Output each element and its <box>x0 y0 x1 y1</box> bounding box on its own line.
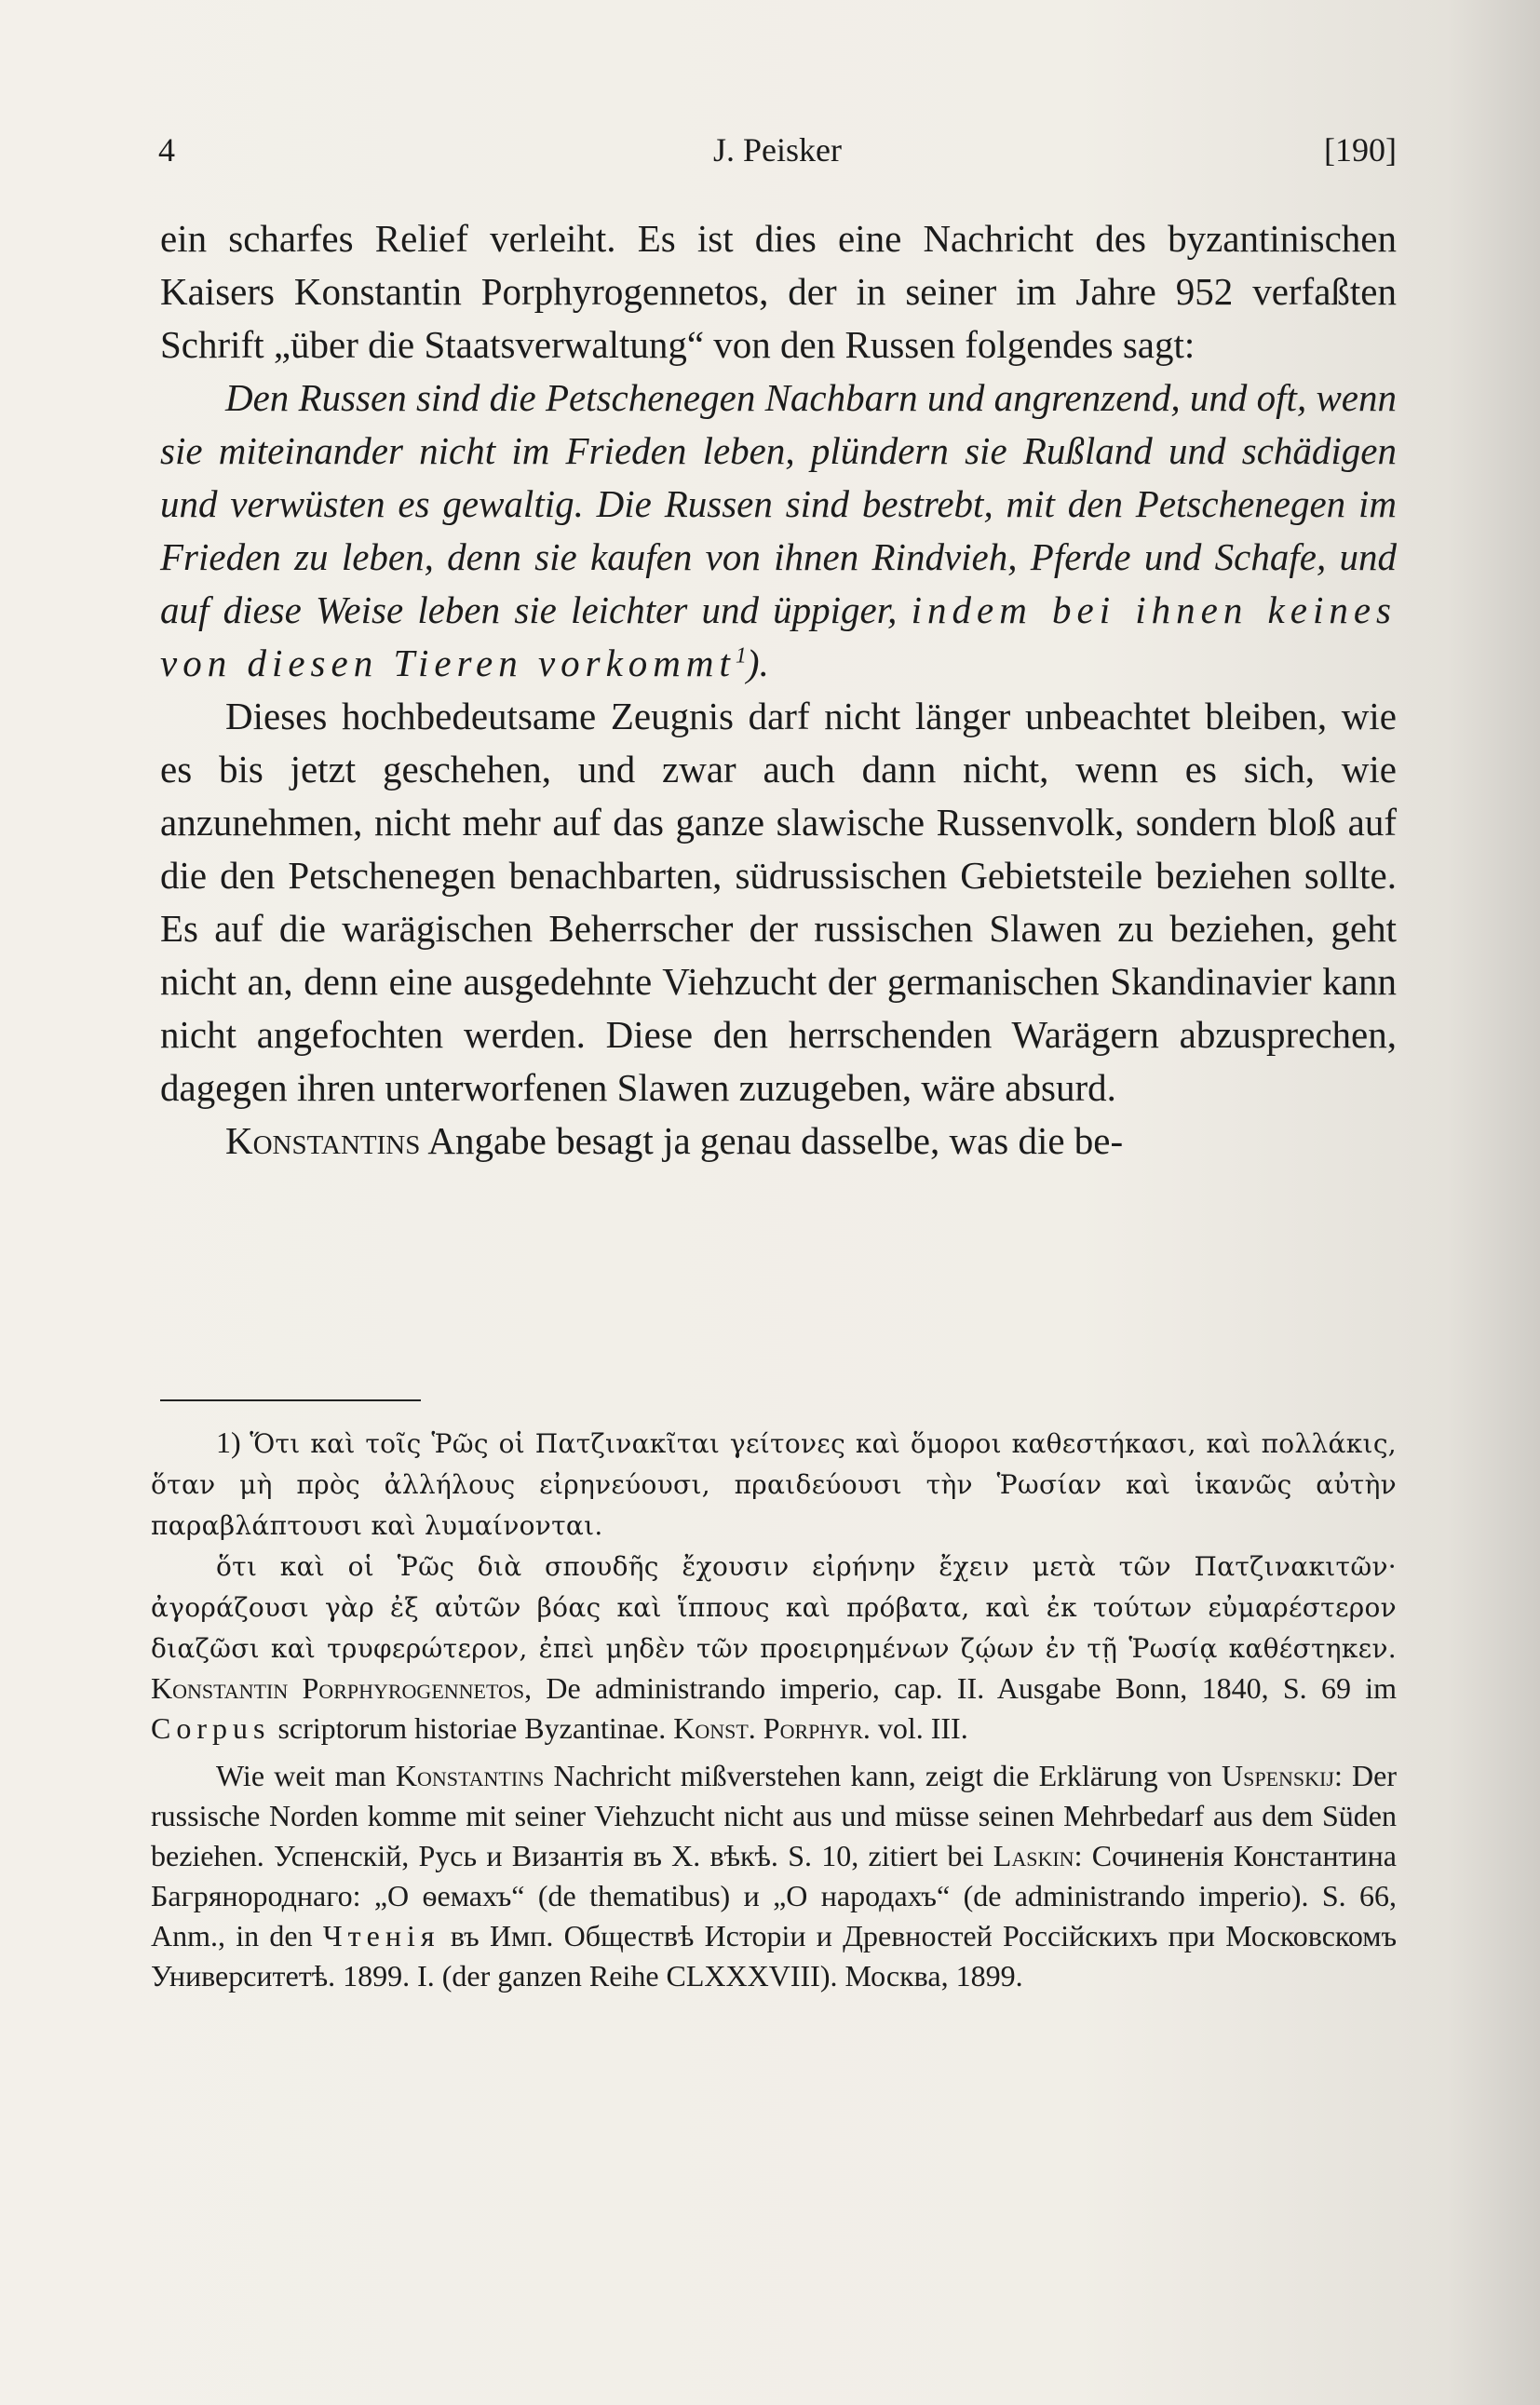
note2-author-b: Uspenskij <box>1222 1759 1334 1792</box>
greek-quote-b: ὅτι καὶ οἱ Ῥῶς διὰ σπουδῆς ἔχουσιν εἰρήνην ἔχειν μετὰ τῶν Πατζινακιτῶν· ἀγοράζουσι γὰρ ἐξ αὐτῶν βόας καὶ ἵππους καὶ πρόβατα, καὶ ἐκ τούτων εὐμαρέστερον διαζῶσι καὶ τρυφερώτερον, ἐπεὶ μηδὲν τῶν προειρημένων ζῴων ἐν τῇ Ῥωσίᾳ καθέστηκεν. <box>151 1551 1397 1664</box>
page-number: 4 <box>158 131 175 169</box>
paragraph-testimony: Dieses hochbedeutsame Zeugnis darf nicht länger unbeachtet bleiben, wie es bis jetzt geschehen, und zwar auch dann nicht, wenn es sich, wie anzunehmen, nicht mehr auf das ganze slawische Russenvolk, sondern bloß auf die den Petschenegen benachbarten, südrussischen Gebietsteile beziehen sollte. Es auf die warägischen Beherrscher der russischen Slawen zu beziehen, geht nicht an, denn eine ausgedehnte Viehzucht der germanischen Skandinavier kann nicht angefochten werden. Diese den herrschenden Warägern abzusprechen, dagegen ihren unterworfenen Slawen zuzugeben, wäre absurd. <box>160 695 1397 1109</box>
note2-text-d: : Сочиненія Константина Багрянороднаго: „О ѳемахъ“ (de thematibus) и „О народахъ“ (de administrando imperio). S. 66, Anm., in den <box>151 1839 1398 1952</box>
running-header <box>158 130 1397 177</box>
original-page-number: [190] <box>1324 131 1397 169</box>
footnote-2 <box>151 1756 1397 1996</box>
footnote-rule <box>160 1399 421 1401</box>
note2-text-c: : Der russische Norden komme mit seiner Viehzucht nicht aus und müsse seinen Mehrbedarf aus dem Süden beziehen. Успенскій, Русь и Византія въ X. вѣкѣ. S. 10, zitiert bei <box>151 1759 1398 1872</box>
quote-end: ). <box>746 642 769 684</box>
quote-text: Den Russen sind die Petschenegen Nachbarn und angrenzend, und oft, wenn sie miteinander nicht im Frieden leben, plündern sie Rußland und schädigen und verwüsten es gewaltig. Die Russen sind bestrebt, mit den Petschenegen im Frieden zu leben, denn sie kaufen von ihnen Rindvieh, Pferde und Schafe, und auf diese Weise leben sie leichter und üppiger, <box>160 376 1397 631</box>
note2-author-c: Laskin <box>993 1839 1074 1872</box>
note2-text-b: Nachricht mißverstehen kann, zeigt die Erklärung von <box>544 1759 1223 1792</box>
footnote-1-marker: 1) <box>216 1425 250 1459</box>
citation-corpus: Corpus <box>151 1711 271 1745</box>
paragraph-continued-text: Angabe besagt ja genau dasselbe, was die be- <box>420 1119 1124 1162</box>
footnote-1-greek-cont <box>151 1546 1397 1749</box>
footnote-ref: 1 <box>735 643 747 669</box>
greek-quote-a: Ὅτι καὶ τοῖς Ῥῶς οἱ Πατζινακῖται γείτονες καὶ ὅμοροι καθεστήκασι, καὶ πολλάκις, ὅταν μὴ πρὸς ἀλλήλους εἰρηνεύουσι, πραιδεύουσι τὴν Ῥωσίαν καὶ ἱκανῶς αὐτὴν παραβλάπτουσι καὶ λυμαίνονται. <box>151 1428 1398 1541</box>
citation-short: Konst. Porphyr. <box>673 1711 871 1745</box>
citation-text-a: , De administrando imperio, cap. II. Ausgabe Bonn, 1840, S. 69 im <box>524 1671 1397 1705</box>
note2-author-a: Konstantins <box>395 1759 545 1792</box>
note2-spaced: Чтенія <box>322 1919 440 1952</box>
note2-text-a: Wie weit man <box>216 1759 396 1792</box>
body-text <box>160 212 1397 1168</box>
paragraph-intro: ein scharfes Relief verleiht. Es ist dies eine Nachricht des byzantinischen Kaisers Konstantin Porphyrogennetos, der in seiner im Jahre 952 verfaßten Schrift „über die Staatsverwaltung“ von den Russen folgendes sagt: <box>160 217 1397 366</box>
running-head-author: J. Peisker <box>713 131 842 169</box>
footnote-1-greek <box>151 1423 1397 1546</box>
citation-author: Konstantin Porphyrogennetos <box>151 1671 525 1705</box>
paragraph-continued <box>160 1115 1397 1168</box>
note2-text-e: въ Имп. Обществѣ Исторіи и Древностей Россійскихъ при Московскомъ Университетѣ. 1899. I. (der ganzen Reihe CLXXXVIII). Москва, 1899. <box>151 1919 1397 1993</box>
author-name-smallcaps: Konstantins <box>225 1119 421 1162</box>
block-quote <box>160 372 1397 690</box>
citation-text-b: scriptorum historiae Byzantinae. <box>270 1711 674 1745</box>
quote-spaced-text: indem bei ihnen keines von diesen Tieren vorkommt <box>160 588 1397 684</box>
footnotes <box>151 1423 1397 1996</box>
citation-text-c: vol. III. <box>870 1711 968 1745</box>
